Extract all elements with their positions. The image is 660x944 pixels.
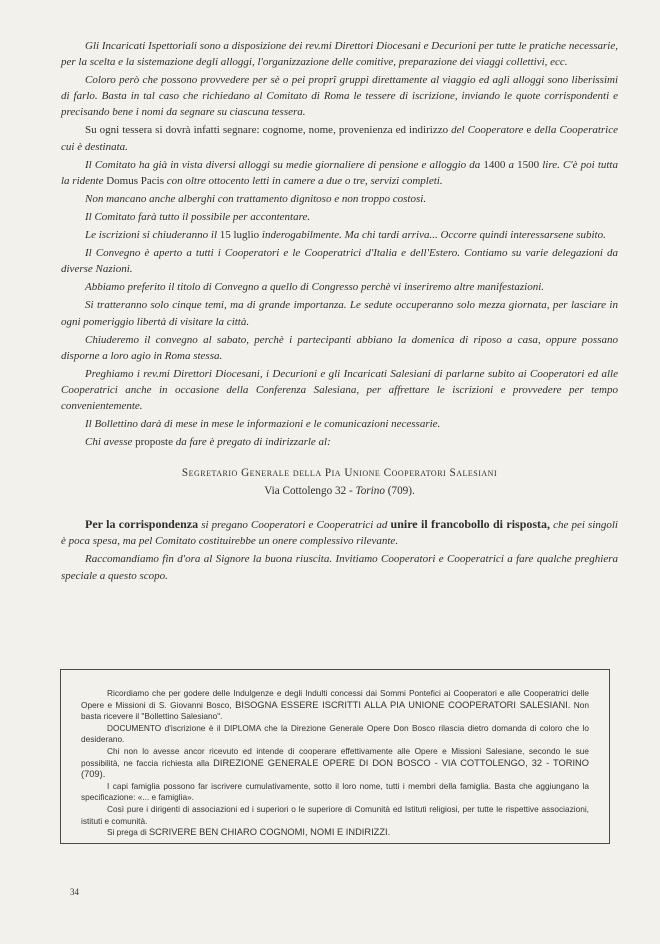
paragraph-temi: Si tratteranno solo cinque temi, ma di grande importanza. Le sedute occuperanno solo mezza giornata, per lasciare in ogni pomeriggio libertà di visitare la città. xyxy=(61,299,618,328)
notice-text xyxy=(81,688,589,839)
paragraph-raccomandiamo: Raccomandiamo fin d'ora al Signore la buona riuscita. Invitiamo Cooperatori e Cooperatrici a fare qualche preghiera speciale a questo scopo. xyxy=(61,553,618,582)
notice-famiglia: I capi famiglia possono far iscrivere cumulativamente, sotto il loro nome, tutti i membri della famiglia. Basta che aggiungano la specificazione: «... e famiglia». xyxy=(81,780,589,803)
paragraph-alloggi: Coloro però che possono provvedere per sè o pei proprî gruppi direttamente al viaggio ed agli alloggi sono liberissimi di farlo. Basta in tal caso che richiedano al Comitato di Roma le tessere di iscrizione, inviando le quote corrispondenti e precisando bene i nomi da segnare su ciascuna tessera. xyxy=(61,74,618,119)
paragraph-alberghi: Non mancano anche alberghi con trattamento dignitoso e non troppo costosi. xyxy=(85,192,427,205)
secretary-address xyxy=(61,464,618,500)
notice-box xyxy=(60,669,610,844)
paragraph-incaricati: Gli Incaricati Ispettoriali sono a disposizione dei rev.mi Direttori Diocesani e Decurioni per tutte le pratiche necessarie, per la scelta e la sistemazione degli alloggi, l'organizzazione delle comitive, preparazione dei viaggi collettivi, ecc. xyxy=(61,40,618,69)
notice-diploma: DOCUMENTO d'iscrizione è il DIPLOMA che la Direzione Generale Opere Don Bosco rilascia dietro domanda di coloro che lo desiderano. xyxy=(81,722,589,745)
address-street: Via Cottolengo 32 - Torino (709). xyxy=(264,485,415,498)
paragraph-bollettino: Il Bollettino darà di mese in mese le informazioni e le comunicazioni necessarie. xyxy=(85,418,441,431)
notice-richiesta: Chi non lo avesse ancor ricevuto ed intende di cooperare effettivamente alle Opere e Missioni Salesiane, secondo le sue possibilità, ne faccia richiesta alla DIREZIONE GENERALE OPERE DI DON BOSCO - VIA COTTOLENGO, 32 - TORINO (709). xyxy=(81,745,589,780)
paragraph-iscrizioni: Le iscrizioni si chiuderanno il 15 luglio inderogabilmente. Ma chi tardi arriva... Occorre quindi interessarsene subito. xyxy=(85,229,606,242)
paragraph-sabato: Chiuderemo il convegno al sabato, perchè i partecipanti abbiano la domenica di riposo a casa, oppure possano disporne a loro agio in Roma stessa. xyxy=(61,333,618,362)
notice-associazioni: Così pure i dirigenti di associazioni ed i superiori o le superiore di Comunità ed Istituti religiosi, per tutte le rispettive associazioni, istituti e comunità. xyxy=(81,803,589,826)
paragraph-comitato-alloggi: Il Comitato ha già in vista diversi alloggi su medie giornaliere di pensione e alloggio da 1400 a 1500 lire. C'è poi tutta la ridente Domus Pacis con oltre ottocento letti in camere a due o tre, servizi completi. xyxy=(61,158,618,187)
paragraph-corrispondenza: Per la corrispondenza si pregano Cooperatori e Cooperatrici ad unire il francobollo di risposta, che pei singoli è poca spesa, ma pel Comitato costituirebbe un onere complessivo rilevante. xyxy=(61,517,618,548)
address-recipient: Segretario Generale della Pia Unione Cooperatori Salesiani xyxy=(181,467,498,480)
paragraph-accontentare: Il Comitato farà tutto il possibile per accontentare. xyxy=(85,210,311,223)
paragraph-preghiamo: Preghiamo i rev.mi Direttori Diocesani, i Decurioni e gli Incaricati Salesiani di parlarne subito ai Cooperatori ed alle Cooperatrici anche in occasione della Conferenza Salesiana, per affrettare le iscrizioni e provvedere per tempo convenientemente. xyxy=(61,367,618,412)
paragraph-convegno-aperto: Il Convegno è aperto a tutti i Cooperatori e le Cooperatrici d'Italia e dell'Estero. Contiamo su varie delegazioni da diverse Nazioni. xyxy=(61,247,618,276)
paragraph-tessera: Su ogni tessera si dovrà infatti segnare: cognome, nome, provenienza ed indirizzo del Cooperatore e della Cooperatrice cui è destinata. xyxy=(61,124,619,153)
notice-indulgenze: Ricordiamo che per godere delle Indulgenze e degli Indulti concessi dai Sommi Pontefici ai Cooperatori e alle Cooperatrici delle Opere e Missioni di S. Giovanni Bosco, BISOGNA ESSERE ISCRITTI ALLA PIA UNIONE COOPERATORI SALESIANI. Non basta ricevere il "Bollettino Salesiano". xyxy=(81,688,590,722)
page-number: 34 xyxy=(70,887,79,897)
article-body xyxy=(61,38,618,586)
notice-scrivere: Si prega di SCRIVERE BEN CHIARO COGNOMI, NOMI E INDIRIZZI. xyxy=(107,827,391,838)
paragraph-titolo: Abbiamo preferito il titolo di Convegno a quello di Congresso perchè vi inseriremo altre manifestazioni. xyxy=(85,281,545,294)
paragraph-proposte: Chi avesse proposte da fare è pregato di indirizzarle al: xyxy=(85,436,331,449)
